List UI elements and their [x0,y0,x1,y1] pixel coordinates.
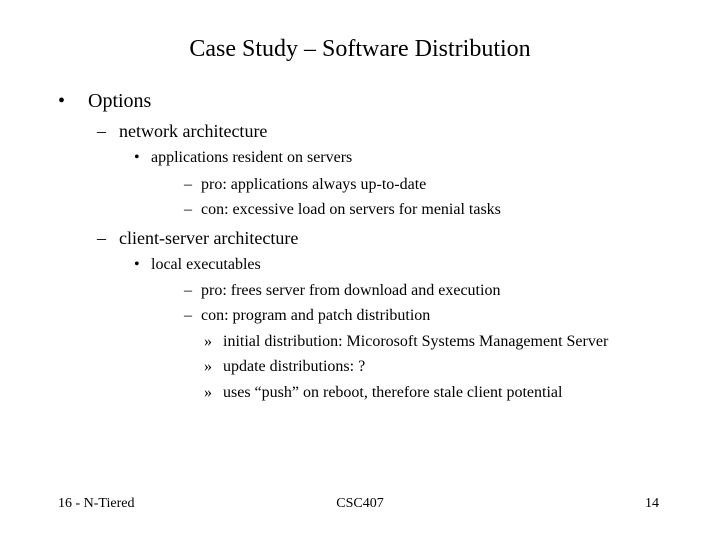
bullet-marker: • [58,90,66,112]
bullet-text: update distributions: ? [223,358,366,375]
bullet-text: con: program and patch distribution [201,307,431,324]
slide-number: 14 [645,496,659,511]
bullet-marker: – [184,176,192,193]
footer-left-text: 16 - N-Tiered [58,496,135,511]
bullet-text: con: excessive load on servers for menial tasks [201,201,501,218]
bullet-text: initial distribution: Micorosoft Systems Management Server [223,333,609,350]
bullet-text: client-server architecture [119,228,299,248]
bullet-text: local executables [151,256,261,273]
bullet-marker: » [204,333,212,350]
bullet-marker: » [204,358,212,375]
bullet-marker: – [97,228,106,248]
bullet-marker: • [134,149,140,166]
bullet-marker: » [204,384,212,401]
bullet-marker: – [184,282,192,299]
footer-center-text: CSC407 [336,496,384,511]
bullet-text: pro: applications always up-to-date [201,176,427,193]
slide-title: Case Study – Software Distribution [189,36,531,62]
bullet-text: network architecture [119,121,268,141]
bullet-text: pro: frees server from download and execution [201,282,501,299]
bullet-text: Options [88,90,152,112]
bullet-marker: – [184,201,192,218]
bullet-marker: – [184,307,192,324]
bullet-text: uses “push” on reboot, therefore stale client potential [223,384,563,401]
bullet-marker: – [97,121,106,141]
bullet-text: applications resident on servers [151,149,353,166]
bullet-marker: • [134,256,140,273]
